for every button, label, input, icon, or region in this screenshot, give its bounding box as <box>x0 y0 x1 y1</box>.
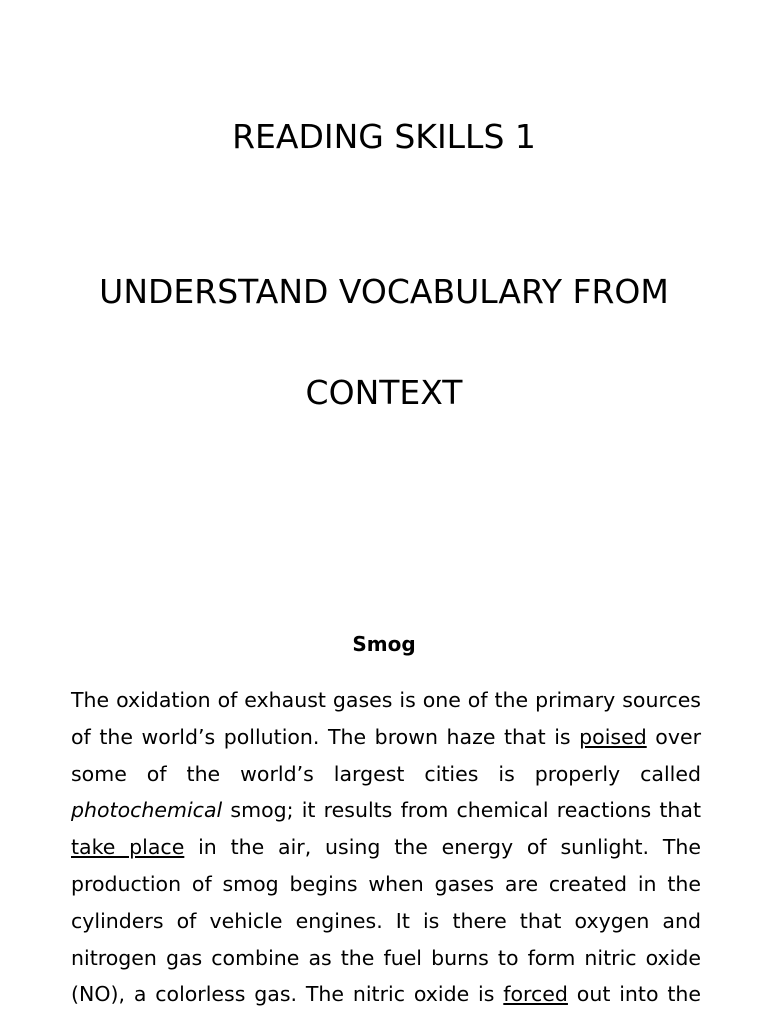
passage-line <box>71 940 701 977</box>
passage-line <box>71 903 701 940</box>
passage-text: of the world’s pollution. The brown haze that is <box>71 724 580 749</box>
passage-text: cylinders of vehicle engines. It is there that oxygen and <box>71 908 701 933</box>
passage-text: out into the <box>567 982 701 1007</box>
passage-body <box>71 682 701 1013</box>
passage-text: The oxidation of exhaust gases is one of the primary sources <box>71 688 701 712</box>
passage-line <box>71 829 701 866</box>
underlined-vocabulary-word: take place <box>71 835 185 860</box>
passage-text: over <box>646 724 701 749</box>
passage-line <box>71 719 701 756</box>
passage-line <box>71 756 701 793</box>
underlined-vocabulary-word: poised <box>579 724 647 749</box>
passage-text: (NO), a colorless gas. The nitric oxide is <box>71 982 504 1007</box>
italic-term: photochemical <box>71 798 223 823</box>
passage-line <box>71 682 701 719</box>
passage-text: in the air, using the energy of sunlight. The <box>184 835 701 860</box>
passage-line <box>71 866 701 903</box>
passage-text: production of smog begins when gases are created in the <box>71 871 701 896</box>
passage-text: nitrogen gas combine as the fuel burns to form nitric oxide <box>71 945 701 970</box>
document-subtitle-line-1: UNDERSTAND VOCABULARY FROM <box>99 272 669 311</box>
passage-text: some of the world’s largest cities is properly called <box>71 761 701 786</box>
passage-line <box>71 976 701 1013</box>
underlined-vocabulary-word: forced <box>503 982 568 1007</box>
document-title: READING SKILLS 1 <box>232 117 536 156</box>
passage-line <box>71 792 701 829</box>
passage-title: Smog <box>352 632 416 656</box>
passage-text: smog; it results from chemical reactions that <box>222 798 701 823</box>
document-subtitle-line-2: CONTEXT <box>305 373 463 412</box>
